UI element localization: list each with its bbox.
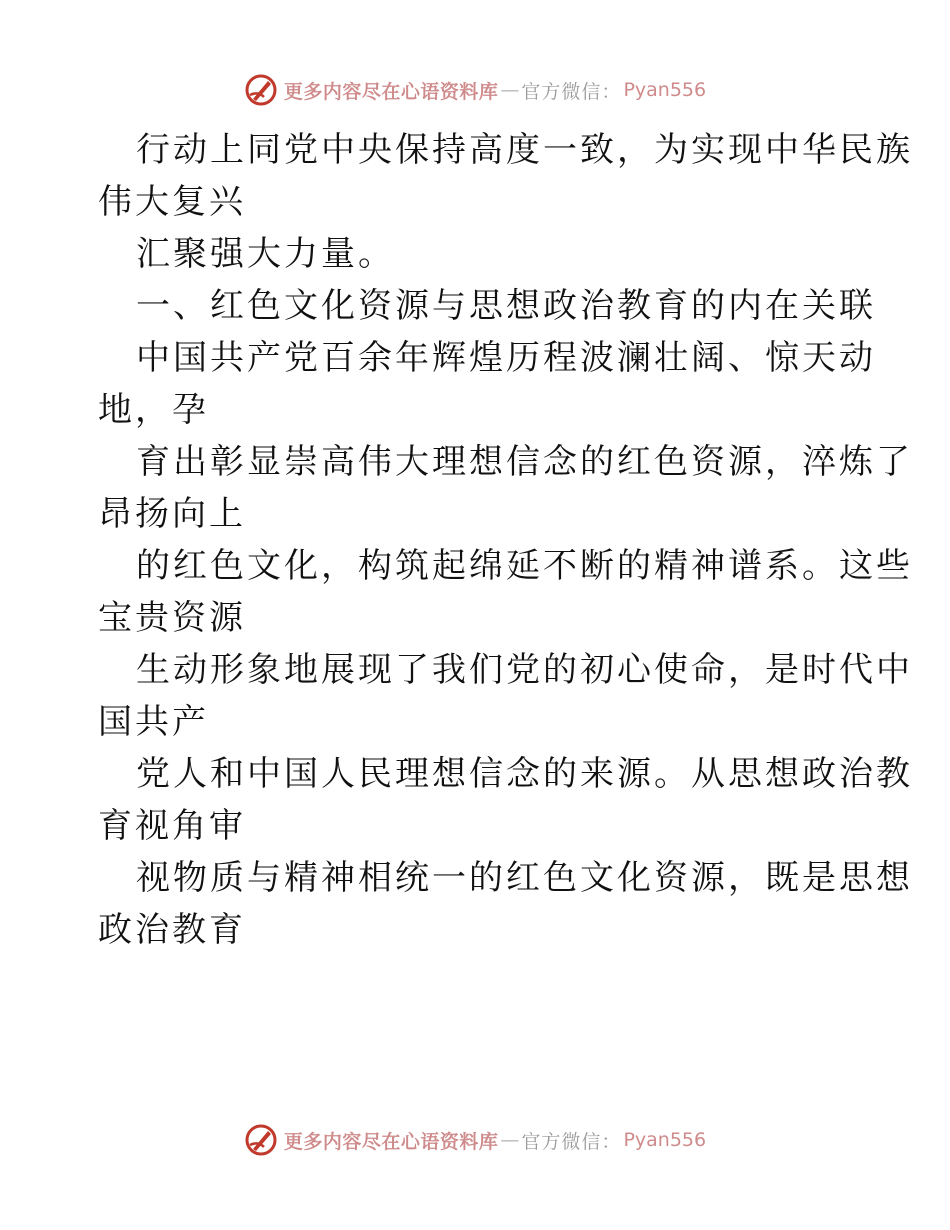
body-line: 汇聚强大力量。: [136, 234, 395, 274]
body-line: 昂扬向上: [98, 494, 246, 534]
watermark-dash: —: [500, 79, 520, 101]
watermark-wechat-label: 官方微信：: [521, 80, 622, 103]
quill-logo-icon: [244, 73, 278, 107]
body-line: 育视角审: [98, 806, 246, 846]
footer-watermark: [0, 1120, 950, 1160]
body-line: 的红色文化，构筑起绵延不断的精神谱系。这些: [136, 546, 913, 586]
document-body: [98, 124, 913, 956]
body-line: 宝贵资源: [98, 598, 246, 638]
body-line: 视物质与精神相统一的红色文化资源，既是思想: [136, 858, 913, 898]
watermark-brand: 更多内容尽在心语资料库: [283, 1130, 499, 1153]
section-heading: 一、红色文化资源与思想政治教育的内在关联: [136, 286, 876, 326]
body-line: 育出彰显崇高伟大理想信念的红色资源，淬炼了: [136, 442, 913, 482]
watermark-dash: —: [500, 1129, 520, 1151]
body-line: 中国共产党百余年辉煌历程波澜壮阔、惊天动: [136, 338, 876, 378]
quill-logo-icon: [244, 1123, 278, 1157]
body-line: 伟大复兴: [98, 182, 246, 222]
watermark-brand: 更多内容尽在心语资料库: [283, 80, 499, 103]
body-line: 生动形象地展现了我们党的初心使命，是时代中: [136, 650, 913, 690]
body-line: 行动上同党中央保持高度一致，为实现中华民族: [136, 130, 913, 170]
body-line: 国共产: [98, 702, 209, 742]
watermark-wechat-id: Pyan556: [623, 79, 707, 101]
header-watermark: [0, 70, 950, 110]
watermark-wechat-id: Pyan556: [623, 1129, 707, 1151]
body-line: 政治教育: [98, 910, 246, 950]
body-line: 党人和中国人民理想信念的来源。从思想政治教: [136, 754, 913, 794]
watermark-wechat-label: 官方微信：: [521, 1130, 622, 1153]
body-line: 地，孕: [98, 390, 209, 430]
